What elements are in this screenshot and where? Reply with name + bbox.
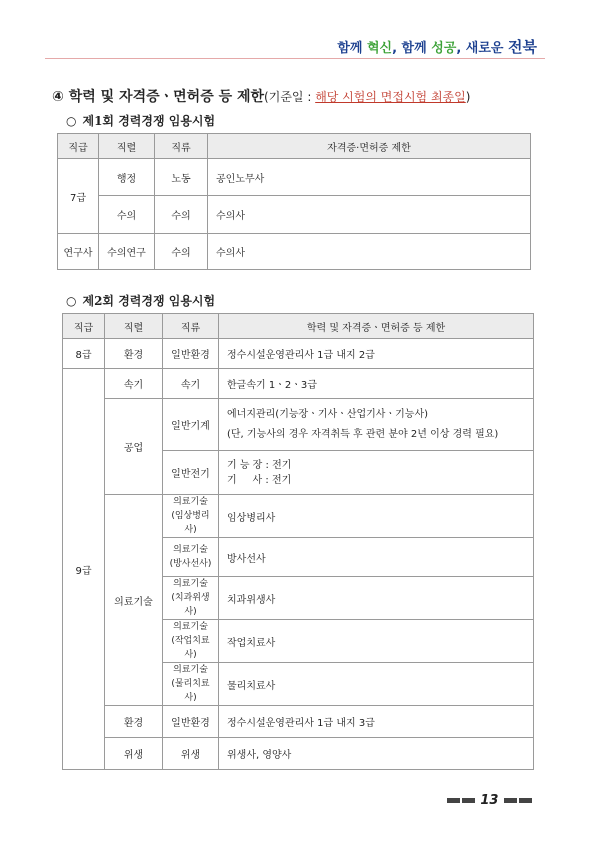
requirement-cell xyxy=(219,399,534,451)
kind-cell: 일반환경 xyxy=(163,706,219,738)
requirement-cell: 공인노무사 xyxy=(208,159,531,196)
page-number: 13 xyxy=(480,793,499,808)
series-cell: 공업 xyxy=(105,399,163,495)
header-cell: 직렬 xyxy=(105,314,163,339)
header-divider xyxy=(45,58,545,59)
table-row xyxy=(63,495,534,538)
header-cell: 직렬 xyxy=(99,134,155,159)
series-cell: 위생 xyxy=(105,738,163,770)
requirement-line: (단, 기능사의 경우 자격취득 후 관련 분야 2년 이상 경력 필요) xyxy=(227,428,499,440)
slogan-part: , 함께 xyxy=(392,41,427,56)
kind-line: (작업치료사) xyxy=(171,636,210,660)
kind-line: 의료기술 xyxy=(173,622,208,632)
kind-line: 의료기술 xyxy=(173,665,208,675)
header-cell: 자격증·면허증 제한 xyxy=(208,134,531,159)
requirement-cell: 물리치료사 xyxy=(219,663,534,706)
kind-cell xyxy=(163,538,219,577)
footer-bar-icon xyxy=(504,798,517,803)
page-footer xyxy=(446,793,533,808)
grade-cell: 8급 xyxy=(63,339,105,369)
section-paren-close: ) xyxy=(465,90,471,104)
kind-cell: 수의 xyxy=(155,234,208,270)
requirement-cell: 임상병리사 xyxy=(219,495,534,538)
requirement-cell xyxy=(219,451,534,495)
requirement-cell: 한글속기 1ㆍ2ㆍ3급 xyxy=(219,369,534,399)
table-header-row xyxy=(63,314,534,339)
section-heading: 학력 및 자격증ㆍ면허증 등 제한 xyxy=(68,89,265,105)
requirement-line: 기 능 장 : 전기 xyxy=(227,459,292,471)
requirement-cell: 수의사 xyxy=(208,196,531,234)
grade-cell: 연구사 xyxy=(58,234,99,270)
header-cell: 직급 xyxy=(58,134,99,159)
requirement-cell: 위생사, 영양사 xyxy=(219,738,534,770)
slogan-part: 성공 xyxy=(431,41,457,56)
kind-line: (치과위생사) xyxy=(171,593,210,617)
kind-cell xyxy=(163,495,219,538)
section-paren-open: (기준일 : xyxy=(264,90,316,104)
table-row xyxy=(63,339,534,369)
kind-cell: 수의 xyxy=(155,196,208,234)
slogan-part: , 새로운 xyxy=(456,41,509,56)
footer-bar-icon xyxy=(462,798,475,803)
table-row xyxy=(63,738,534,770)
requirement-line: 에너지관리(기능장ㆍ기사ㆍ산업기사ㆍ기능사) xyxy=(227,408,429,420)
table-row xyxy=(58,234,531,270)
grade-cell: 7급 xyxy=(58,159,99,234)
footer-bar-icon xyxy=(447,798,460,803)
series-cell: 행정 xyxy=(99,159,155,196)
kind-cell: 노동 xyxy=(155,159,208,196)
kind-line: (물리치료사) xyxy=(171,679,210,703)
subsection-label: 제1회 경력경쟁 임용시험 xyxy=(82,114,216,128)
kind-cell xyxy=(163,620,219,663)
bullet-icon: ○ xyxy=(66,114,77,128)
table-header-row xyxy=(58,134,531,159)
table-round1 xyxy=(57,133,531,270)
series-cell: 환경 xyxy=(105,706,163,738)
section-title xyxy=(52,86,470,106)
requirement-cell: 작업치료사 xyxy=(219,620,534,663)
subsection-title-1 xyxy=(66,112,215,129)
header-cell: 직류 xyxy=(155,134,208,159)
footer-bar-icon xyxy=(519,798,532,803)
kind-cell xyxy=(163,577,219,620)
kind-cell: 위생 xyxy=(163,738,219,770)
series-cell: 수의연구 xyxy=(99,234,155,270)
kind-line: 의료기술 xyxy=(173,497,208,507)
subsection-label: 제2회 경력경쟁 임용시험 xyxy=(82,294,216,308)
kind-cell: 일반기계 xyxy=(163,399,219,451)
table-row xyxy=(58,159,531,196)
series-cell: 수의 xyxy=(99,196,155,234)
table-row xyxy=(63,369,534,399)
table-row xyxy=(63,706,534,738)
requirement-cell: 정수시설운영관리사 1급 내지 3급 xyxy=(219,706,534,738)
section-number: ④ xyxy=(52,89,64,105)
slogan-part: 함께 xyxy=(337,41,363,56)
kind-cell: 일반전기 xyxy=(163,451,219,495)
series-cell: 속기 xyxy=(105,369,163,399)
header-cell: 직류 xyxy=(163,314,219,339)
header-cell: 직급 xyxy=(63,314,105,339)
slogan-part: 혁신 xyxy=(366,41,393,56)
slogan-part: 전북 xyxy=(508,38,537,56)
table-round2 xyxy=(62,313,534,770)
requirement-cell: 수의사 xyxy=(208,234,531,270)
requirement-line: 기 사 : 전기 xyxy=(227,474,292,486)
subsection-title-2 xyxy=(66,292,215,309)
kind-cell: 일반환경 xyxy=(163,339,219,369)
kind-line: (임상병리사) xyxy=(171,511,210,535)
requirement-cell: 치과위생사 xyxy=(219,577,534,620)
kind-line: 의료기술 xyxy=(173,579,208,589)
bullet-icon: ○ xyxy=(66,294,77,308)
series-cell: 의료기술 xyxy=(105,495,163,706)
requirement-cell: 방사선사 xyxy=(219,538,534,577)
kind-line: 의료기술 xyxy=(173,545,208,555)
kind-cell: 속기 xyxy=(163,369,219,399)
grade-cell: 9급 xyxy=(63,369,105,770)
slogan-header xyxy=(337,36,537,57)
table-row xyxy=(58,196,531,234)
section-highlight: 해당 시험의 면접시험 최종일 xyxy=(315,90,466,104)
table-row xyxy=(63,399,534,451)
kind-cell xyxy=(163,663,219,706)
header-cell: 학력 및 자격증ㆍ면허증 등 제한 xyxy=(219,314,534,339)
series-cell: 환경 xyxy=(105,339,163,369)
kind-line: (방사선사) xyxy=(169,559,212,569)
requirement-cell: 정수시설운영관리사 1급 내지 2급 xyxy=(219,339,534,369)
